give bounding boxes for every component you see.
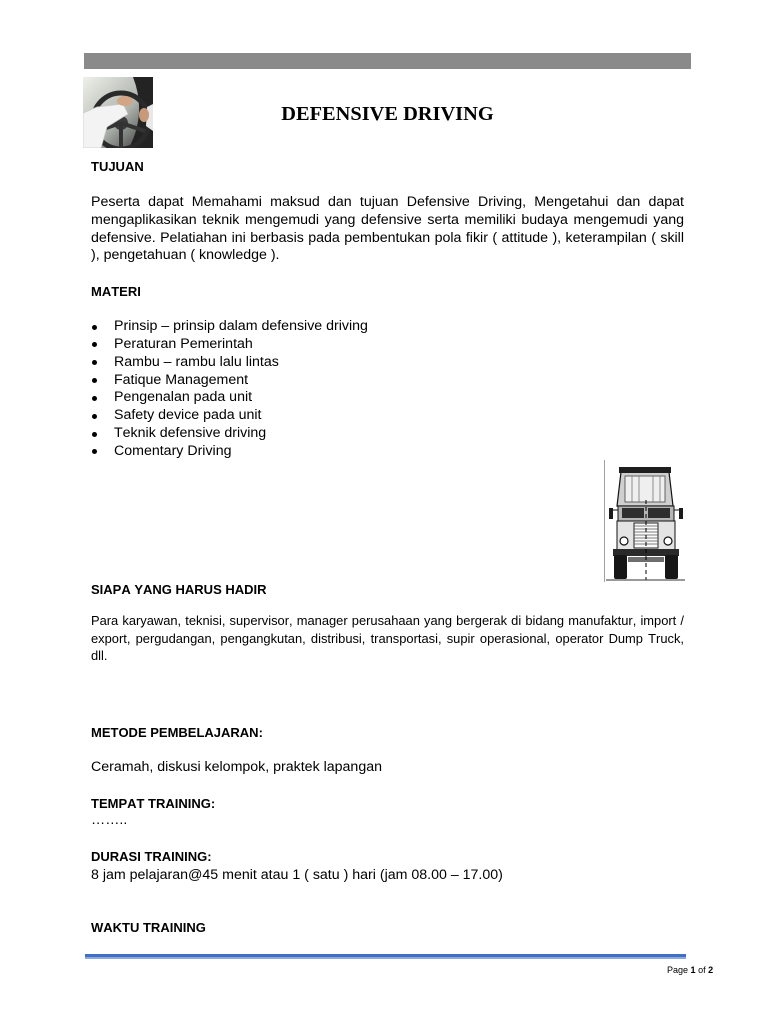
- list-item-label: Fatique Management: [114, 371, 249, 388]
- page-title: DEFENSIVE DRIVING: [281, 103, 494, 125]
- page-label: Page: [667, 965, 689, 975]
- section-heading-metode: METODE PEMBELAJARAN:: [91, 725, 263, 740]
- section-heading-materi: MATERI: [91, 284, 141, 299]
- bullet-icon: [92, 378, 97, 383]
- list-item: [91, 372, 511, 390]
- metode-text: Ceramah, diskusi kelompok, praktek lapangan: [91, 759, 382, 775]
- section-heading-durasi: DURASI TRAINING:: [91, 849, 212, 864]
- section-heading-tujuan: TUJUAN: [91, 159, 144, 174]
- list-item-label: Teknik defensive driving: [114, 425, 267, 442]
- footer-rule-light: [85, 957, 686, 959]
- page-number: [667, 964, 713, 976]
- list-item: [91, 318, 511, 336]
- page-current: 1: [690, 965, 696, 975]
- list-item-label: Peraturan Pemerintah: [114, 335, 253, 352]
- top-bar: [84, 53, 691, 69]
- tempat-text: ……..: [91, 812, 128, 828]
- durasi-text: 8 jam pelajaran@45 menit atau 1 ( satu ) hari (jam 08.00 – 17.00): [91, 867, 503, 883]
- list-item: [91, 407, 511, 425]
- peserta-paragraph: Para karyawan, teknisi, supervisor, manager perusahaan yang bergerak di bidang manufaktur, import / export, pergudangan, pengangkutan, distribusi, transportasi, supir operasional, operator Dump Truck, dll.: [91, 613, 684, 664]
- page-total: 2: [708, 965, 714, 975]
- list-item: [91, 354, 511, 372]
- materi-list: [91, 318, 511, 461]
- bullet-icon: [92, 360, 97, 365]
- list-item: [91, 443, 511, 461]
- bullet-icon: [92, 325, 97, 330]
- list-item-label: Comentary Driving: [114, 442, 232, 459]
- section-heading-peserta: SIAPA YANG HARUS HADIR: [91, 582, 267, 597]
- list-item-label: Rambu – rambu lalu lintas: [114, 353, 279, 370]
- list-item-label: Pengenalan pada unit: [114, 389, 253, 406]
- page-of-label: of: [698, 965, 706, 975]
- list-item: [91, 389, 511, 407]
- bullet-icon: [92, 396, 97, 401]
- bullet-icon: [92, 449, 97, 454]
- section-heading-waktu: WAKTU TRAINING: [91, 920, 206, 935]
- list-item: [91, 336, 511, 354]
- list-item: [91, 425, 511, 443]
- list-item-label: Prinsip – prinsip dalam defensive driving: [114, 318, 368, 334]
- list-item-label: Safety device pada unit: [114, 407, 262, 424]
- dump-truck-icon: [603, 460, 686, 582]
- section-heading-tempat: TEMPAT TRAINING:: [91, 796, 216, 811]
- bullet-icon: [92, 414, 97, 419]
- bullet-icon: [92, 432, 97, 437]
- tujuan-paragraph: Peserta dapat Memahami maksud dan tujuan Defensive Driving, Mengetahui dan dapat mengaplikasikan teknik mengemudi yang defensive serta memiliki budaya mengemudi yang defensive. Pelatiahan ini berbasis pada pembentukan pola fikir ( attitude ), keterampilan ( skill ), pengetahuan ( knowledge ).: [91, 194, 684, 264]
- bullet-icon: [92, 342, 97, 347]
